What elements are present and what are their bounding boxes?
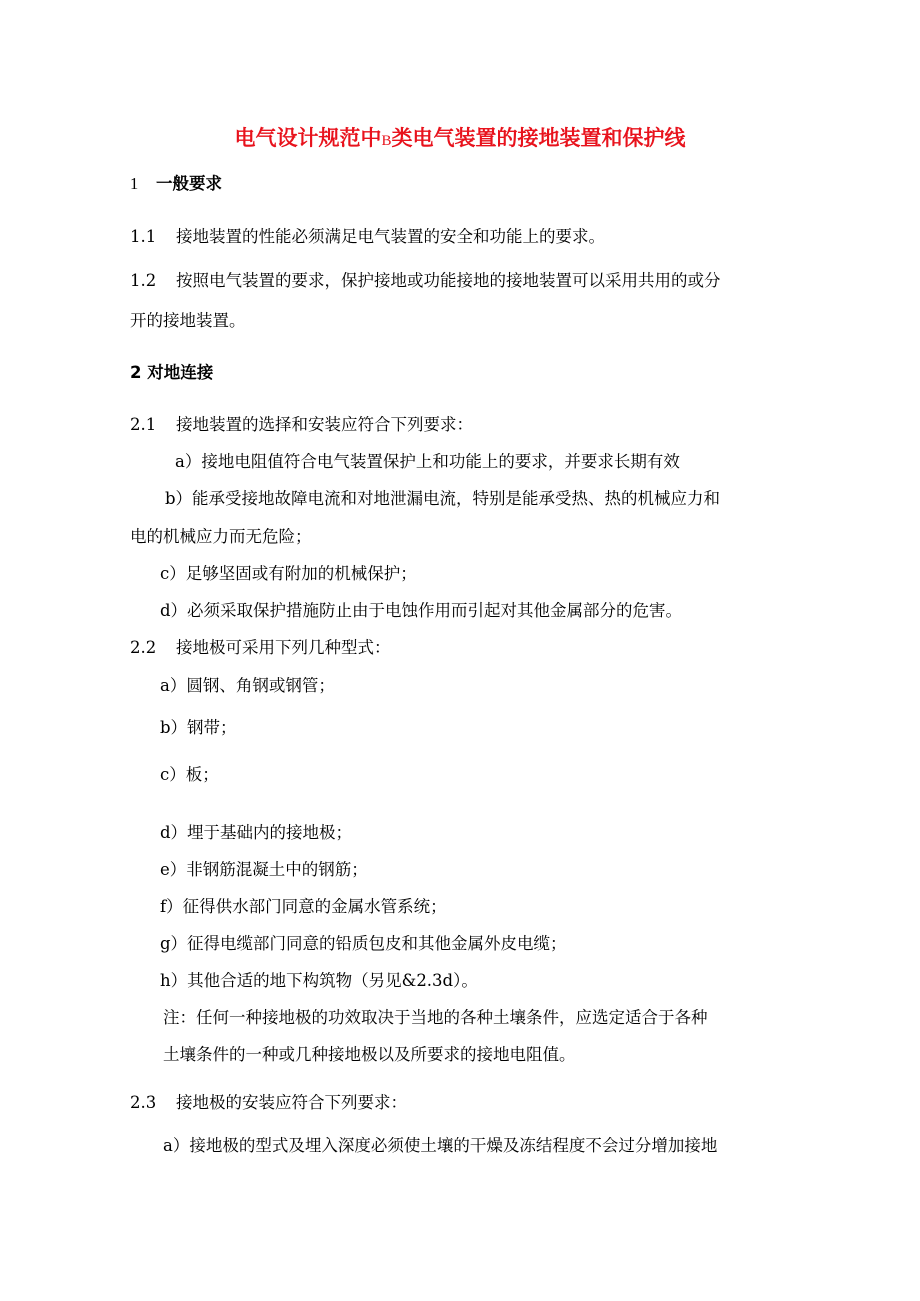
clause-number: 2.1 bbox=[130, 415, 157, 434]
clause-text: 接地装置的选择和安装应符合下列要求： bbox=[176, 415, 473, 434]
clause-2-2-note-line-2: 土壤条件的一种或几种接地极以及所要求的接地电阻值。 bbox=[163, 1045, 576, 1064]
clause-2-1-item-b-line-2: 电的机械应力而无危险； bbox=[130, 527, 312, 546]
clause-number: 2.2 bbox=[130, 638, 157, 657]
clause-number: 1.1 bbox=[130, 227, 157, 246]
clause-2-3-item-a-line-1: a）接地极的型式及埋入深度必须使土壤的干燥及冻结程度不会过分增加接地 bbox=[163, 1136, 718, 1155]
clause-1-2-line-2: 开的接地装置。 bbox=[130, 311, 246, 330]
clause-2-2-item-h: h）其他合适的地下构筑物（另见&2.3d）。 bbox=[160, 971, 478, 990]
title-part-2: B bbox=[381, 133, 392, 149]
clause-text: 接地装置的性能必须满足电气装置的安全和功能上的要求。 bbox=[176, 227, 605, 246]
clause-2-2 bbox=[130, 637, 391, 659]
clause-2-2-item-f: f）征得供水部门同意的金属水管系统； bbox=[160, 897, 447, 916]
clause-1-1 bbox=[130, 226, 605, 248]
clause-2-2-item-e: e）非钢筋混凝土中的钢筋； bbox=[160, 860, 368, 879]
clause-2-1-item-c: c）足够坚固或有附加的机械保护； bbox=[160, 564, 417, 583]
clause-2-2-item-d: d）埋于基础内的接地极； bbox=[160, 823, 353, 842]
document-title bbox=[0, 123, 920, 156]
clause-1-2-line-1 bbox=[130, 270, 721, 292]
clause-2-2-item-c: c）板； bbox=[160, 765, 219, 784]
clause-text: 接地极的安装应符合下列要求： bbox=[176, 1093, 407, 1112]
clause-2-2-item-g: g）征得电缆部门同意的铅质包皮和其他金属外皮电缆； bbox=[160, 934, 567, 953]
clause-2-2-item-a: a）圆钢、角钢或钢管； bbox=[160, 676, 335, 695]
clause-2-2-item-b: b）钢带； bbox=[160, 718, 237, 737]
section-2-heading: 2 对地连接 bbox=[130, 363, 214, 382]
clause-2-2-note-line-1: 注：任何一种接地极的功效取决于当地的各种土壤条件，应选定适合于各种 bbox=[163, 1008, 708, 1027]
title-part-3: 类电气装置的接地装置和保护线 bbox=[391, 126, 686, 150]
clause-2-1-item-a: a）接地电阻值符合电气装置保护上和功能上的要求，并要求长期有效 bbox=[175, 452, 680, 471]
clause-2-1 bbox=[130, 414, 473, 436]
section-number: 1 bbox=[130, 174, 139, 193]
clause-text: 按照电气装置的要求，保护接地或功能接地的接地装置可以采用共用的或分 bbox=[176, 271, 721, 290]
clause-2-1-item-b-line-1: b）能承受接地故障电流和对地泄漏电流，特别是能承受热、热的机械应力和 bbox=[165, 489, 721, 508]
title-part-1: 电气设计规范中 bbox=[234, 126, 382, 150]
clause-number: 1.2 bbox=[130, 271, 157, 290]
clause-2-3 bbox=[130, 1092, 407, 1114]
clause-number: 2.3 bbox=[130, 1093, 157, 1112]
clause-text: 接地极可采用下列几种型式： bbox=[176, 638, 391, 657]
section-label: 一般要求 bbox=[156, 174, 222, 193]
clause-2-1-item-d: d）必须采取保护措施防止由于电蚀作用而引起对其他金属部分的危害。 bbox=[160, 601, 683, 620]
section-1-heading bbox=[130, 173, 222, 195]
